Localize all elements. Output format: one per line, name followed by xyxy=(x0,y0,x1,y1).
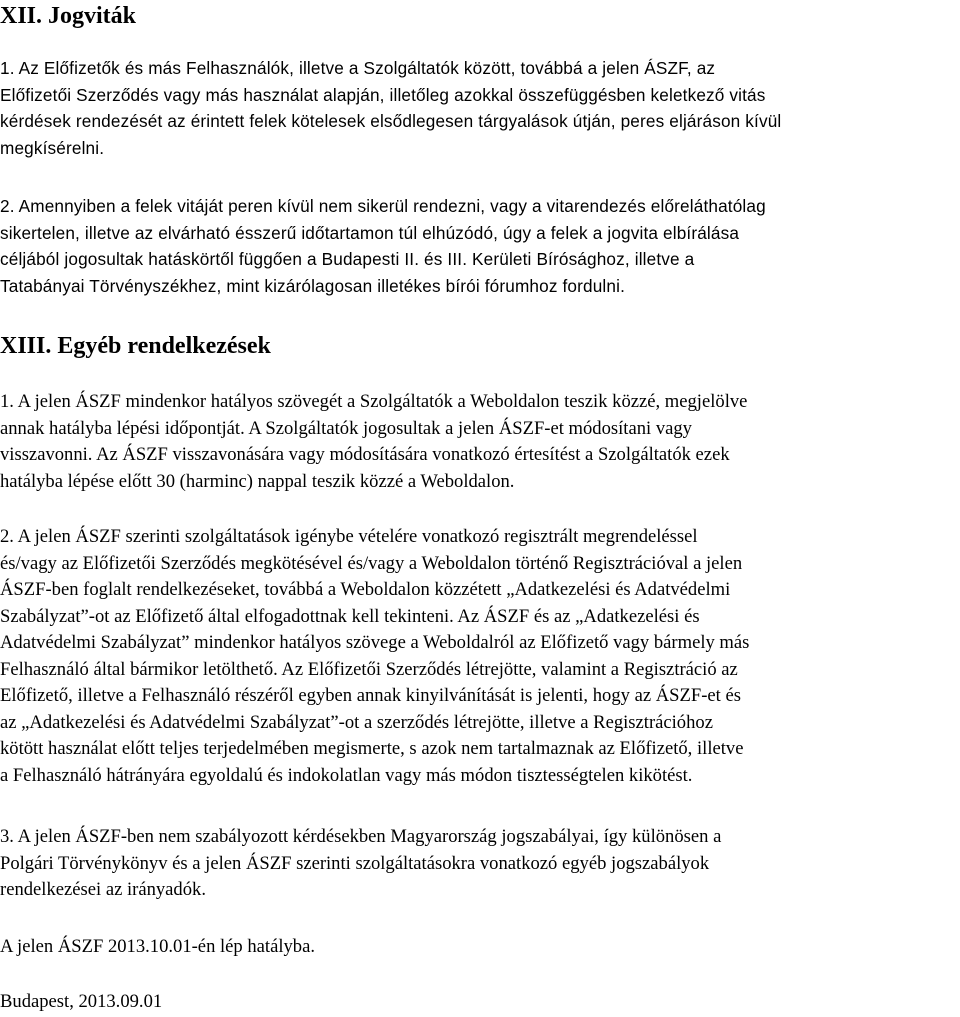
text-line: hatályba lépése előtt 30 (harminc) nappal teszik közzé a Weboldalon. xyxy=(0,470,515,492)
text-line: és/vagy az Előfizetői Szerződés megkötésével és/vagy a Weboldalon történő Regisztrációval a jelen xyxy=(0,552,743,574)
egyeb-paragraph-3 xyxy=(0,824,721,904)
text-line: ÁSZF-ben foglalt rendelkezéseket, továbbá a Weboldalon közzétett „Adatkezelési és Adatvédelmi xyxy=(0,579,731,600)
egyeb-paragraph-2 xyxy=(0,524,749,789)
egyeb-paragraph-1 xyxy=(0,389,747,495)
place-date-text: Budapest, 2013.09.01 xyxy=(0,991,163,1012)
text-line: a Felhasználó hátrányára egyoldalú és indokolatlan vagy más módon tisztességtelen kikötést. xyxy=(0,764,693,786)
text-line: 1. A jelen ÁSZF mindenkor hatályos szövegét a Szolgáltatók a Weboldalon teszik közzé, megjelölve xyxy=(0,391,748,412)
jogvitak-paragraph-2 xyxy=(0,193,766,299)
text-line: kérdések rendezését az érintett felek kötelesek elsődlegesen tárgyalások útján, peres eljáráson kívül xyxy=(0,111,782,131)
text-line: 2. A jelen ÁSZF szerinti szolgáltatások igénybe vételére vonatkozó regisztrált megrendeléssel xyxy=(0,526,698,547)
text-line: Előfizetői Szerződés vagy más használat alapján, illetőleg azokkal összefüggésben keletkező vitás xyxy=(0,84,766,105)
text-line: Polgári Törvénykönyv és a jelen ÁSZF szerinti szolgáltatásokra vonatkozó egyéb jogszabályok xyxy=(0,852,710,874)
effective-date-statement xyxy=(0,934,315,961)
text-line: 1. Az Előfizetők és más Felhasználók, illetve a Szolgáltatók között, továbbá a jelen ÁSZF, az xyxy=(0,58,716,78)
section-title-jogvitak: XII. Jogviták xyxy=(0,3,137,29)
text-line: Előfizető, illetve a Felhasználó részéről egyben annak kinyilvánítását is jelenti, hogy az ÁSZF-et és xyxy=(0,685,741,706)
effective-date-text: A jelen ÁSZF 2013.10.01-én lép hatályba. xyxy=(0,936,316,957)
text-line: az „Adatkezelési és Adatvédelmi Szabályzat”-ot a szerződés létrejötte, illetve a Regisztrációhoz xyxy=(0,711,713,733)
section-title-egyeb-rendelkezesek: XIII. Egyéb rendelkezések xyxy=(0,333,271,359)
text-line: rendelkezései az irányadók. xyxy=(0,879,206,900)
text-line: Tatabányai Törvényszékhez, mint kizárólagosan illetékes bírói fórumhoz fordulni. xyxy=(0,275,626,296)
text-line: megkísérelni. xyxy=(0,137,105,158)
text-line: annak hatályba lépési időpontját. A Szolgáltatók jogosultak a jelen ÁSZF-et módosítani vagy xyxy=(0,417,692,439)
text-line: sikertelen, illetve az elvárható ésszerű időtartamon túl elhúzódó, úgy a felek a jogvita elbírálása xyxy=(0,222,740,243)
text-line: 2. Amennyiben a felek vitáját peren kívül nem sikerül rendezni, vagy a vitarendezés előreláthatólag xyxy=(0,196,766,216)
text-line: kötött használat előtt teljes terjedelmében megismerte, s azok nem tartalmaznak az Előfizető, illetve xyxy=(0,738,744,759)
text-line: 3. A jelen ÁSZF-ben nem szabályozott kérdésekben Magyarország jogszabályai, így különösen a xyxy=(0,826,722,847)
text-line: Szabályzat”-ot az Előfizető által elfogadottnak kell tekinteni. Az ÁSZF és az „Adatkezelési és xyxy=(0,605,700,627)
text-line: céljából jogosultak hatáskörtől függően a Budapesti II. és III. Kerületi Bírósághoz, illetve a xyxy=(0,249,695,269)
text-line: Felhasználó által bármikor letölthető. Az Előfizetői Szerződés létrejötte, valamint a Regisztráció az xyxy=(0,658,738,680)
text-line: Adatvédelmi Szabályzat” mindenkor hatályos szövege a Weboldalról az Előfizető vagy bármely más xyxy=(0,632,750,653)
jogvitak-paragraph-1 xyxy=(0,55,781,161)
place-and-date xyxy=(0,989,162,1016)
text-line: visszavonni. Az ÁSZF visszavonására vagy módosítására vonatkozó értesítést a Szolgáltatók ezek xyxy=(0,444,730,465)
